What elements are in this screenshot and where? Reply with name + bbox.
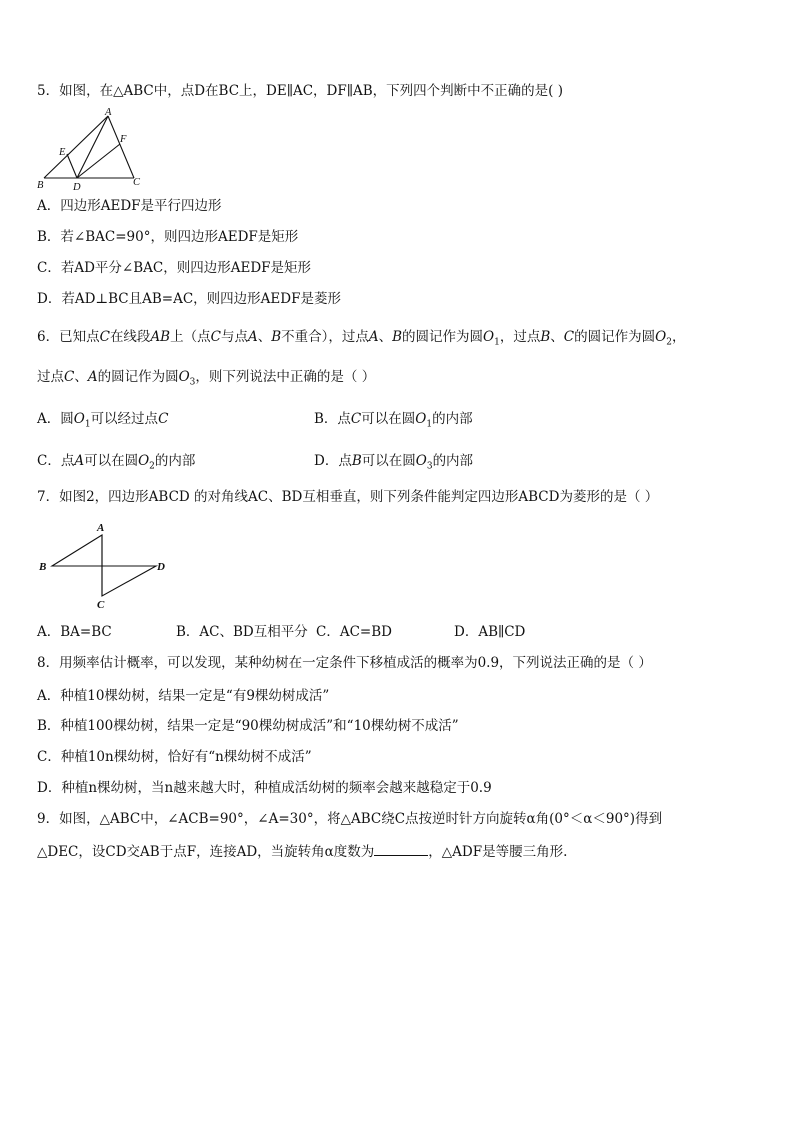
q6-option-a: A．圆$O_1$可以经过点C xyxy=(37,411,169,430)
q5-label-c: C xyxy=(133,177,141,188)
q7-option-b: B．AC、BD互相平分 xyxy=(176,624,308,640)
q5-option-a: A．四边形AEDF是平行四边形 xyxy=(37,198,222,214)
q7-label-a: A xyxy=(97,522,105,534)
q5-stem: 5．如图，在△ABC中，点D在BC上，DE∥AC，DF∥AB，下列四个判断中不正确的是( ) xyxy=(37,83,563,99)
q5-label-a: A xyxy=(105,107,112,118)
q5-label-e: E xyxy=(59,147,66,158)
q6-option-b: B．点C可以在圆$O_1$的内部 xyxy=(314,411,473,430)
q9-answer-blank[interactable] xyxy=(374,843,428,856)
q7-label-d: D xyxy=(157,561,165,573)
q7-rhombus-figure xyxy=(36,520,176,612)
q6-stem-line2: 过点C、A的圆记作为圆$O_3$，则下列说法中正确的是（ ） xyxy=(37,369,376,388)
q7-option-c: C．AC=BD xyxy=(316,624,392,640)
q9-stem-line2: △DEC，设CD交AB于点F，连接AD，当旋转角α度数为 ，△ADF是等腰三角形. xyxy=(37,844,568,860)
q5-label-d: D xyxy=(73,182,81,190)
q7-stem: 7．如图2，四边形ABCD 的对角线AC、BD互相垂直，则下列条件能判定四边形ABCD为菱形的是（ ） xyxy=(37,489,659,505)
q7-option-a: A．BA=BC xyxy=(37,624,112,640)
q8-option-a: A．种植10棵幼树，结果一定是“有9棵幼树成活” xyxy=(37,688,330,704)
q5-option-b: B．若∠BAC=90°，则四边形AEDF是矩形 xyxy=(37,229,299,245)
q5-side-ab xyxy=(44,116,108,178)
q8-option-b: B．种植100棵幼树，结果一定是“90棵幼树成活”和“10棵幼树不成活” xyxy=(37,718,459,734)
q5-segment-de xyxy=(67,154,77,178)
q6-option-c: C．点A可以在圆$O_2$的内部 xyxy=(37,453,196,472)
q7-label-c: C xyxy=(97,599,105,611)
q8-option-d: D．种植n棵幼树，当n越来越大时，种植成活幼树的频率会越来越稳定于0.9 xyxy=(37,780,492,796)
q7-option-d: D．AB∥CD xyxy=(454,624,526,640)
q5-side-ac xyxy=(108,116,134,178)
q5-label-f: F xyxy=(120,134,127,145)
q6-stem-line1: 6．已知点C在线段AB上（点C与点A、B不重合），过点A、B的圆记作为圆$O_1$，过点B、C的圆记作为圆$O_2$， xyxy=(37,329,686,348)
q6-option-d: D．点B可以在圆$O_3$的内部 xyxy=(314,453,474,472)
q8-option-c: C．种植10n棵幼树，恰好有“n棵幼树不成活” xyxy=(37,749,312,765)
q7-label-b: B xyxy=(39,561,47,573)
q9-stem-line1: 9．如图，△ABC中，∠ACB=90°，∠A=30°，将△ABC绕C点按逆时针方向旋转α角(0°＜α＜90°)得到 xyxy=(37,811,663,827)
q5-option-d: D．若AD⊥BC且AB=AC，则四边形AEDF是菱形 xyxy=(37,291,341,307)
q5-label-b: B xyxy=(37,180,44,190)
q5-segment-df xyxy=(77,144,120,178)
q5-option-c: C．若AD平分∠BAC，则四边形AEDF是矩形 xyxy=(37,260,312,276)
q5-triangle-figure xyxy=(36,106,146,190)
q8-stem: 8．用频率估计概率，可以发现，某种幼树在一定条件下移植成活的概率为0.9，下列说法正确的是（ ） xyxy=(37,655,652,671)
q5-segment-ad xyxy=(77,116,108,178)
